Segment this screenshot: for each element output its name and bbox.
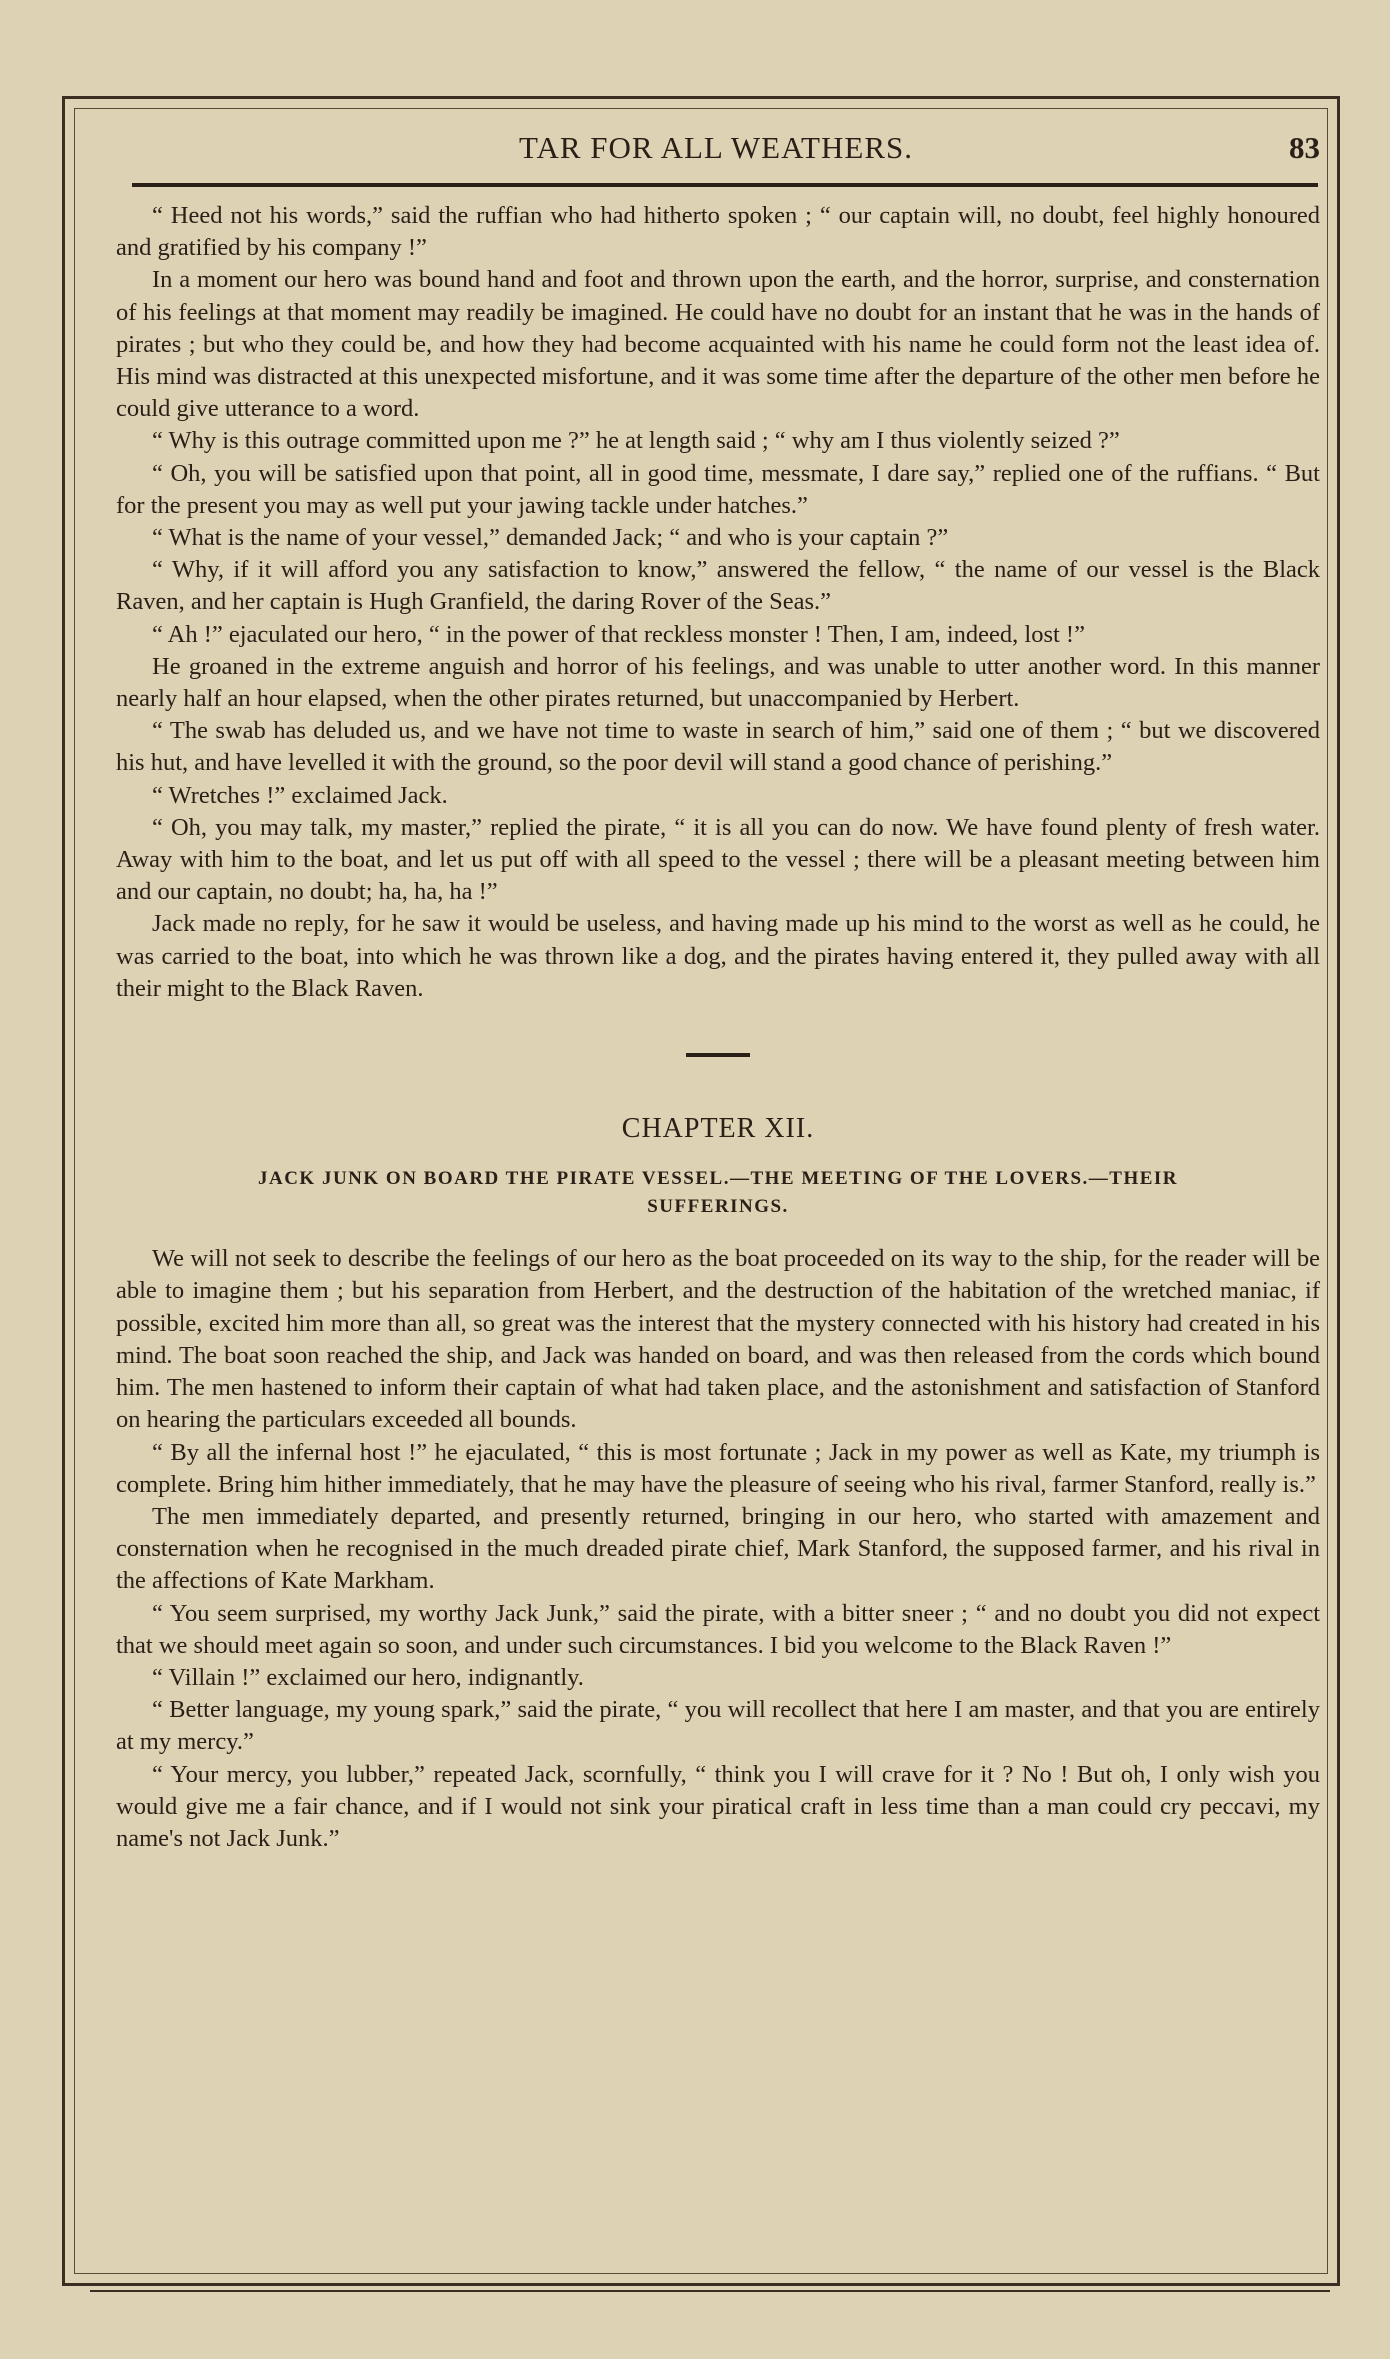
paragraph: In a moment our hero was bound hand and foot and thrown upon the earth, and the horror, surprise, and consternation of his feelings at that moment may readily be imagined. He could have no doubt for an instant that he was in the hands of pirates ; but who they could be, and how they had become acquainted with his name he could form not the least idea of. His mind was distracted at this unexpected misfortune, and it was some time after the departure of the other men before he could give utterance to a word. [116,266,1320,423]
paragraph: “ Why is this outrage committed upon me ?” he at length said ; “ why am I thus violently seized ?” [152,427,1120,455]
paragraph: “ You seem surprised, my worthy Jack Junk,” said the pirate, with a bitter sneer ; “ and no doubt you did not expect that we should meet again so soon, and under such circumstances. I bid you welcome to the Black Raven !” [116,1599,1320,1659]
page-header [112,126,1320,176]
header-rule [132,183,1318,187]
paragraph: He groaned in the extreme anguish and horror of his feelings, and was unable to utter another word. In this manner nearly half an hour elapsed, when the other pirates returned, but unaccompanied by Herbert. [116,652,1320,713]
paragraph: “ Villain !” exclaimed our hero, indignantly. [152,1663,584,1691]
paragraph: “ Why, if it will afford you any satisfaction to know,” answered the fellow, “ the name of our vessel is the Black Raven, and her captain is Hugh Granfield, the daring Rover of the Seas.” [116,556,1320,616]
page-number: 83 [1289,130,1320,165]
paragraph: “ By all the infernal host !” he ejaculated, “ this is most fortunate ; Jack in my power as well as Kate, my triumph is complete. Bring him hither immediately, that he may have the pleasure of seeing who his rival, farmer Stanford, really is.” [116,1438,1320,1498]
chapter-summary-line: JACK JUNK ON BOARD THE PIRATE VESSEL.—THE MEETING OF THE LOVERS.—THEIR [257,1168,1179,1190]
paragraph: “ Oh, you may talk, my master,” replied the pirate, “ it is all you can do now. We have found plenty of fresh water. Away with him to the boat, and let us put off with all speed to the vessel ; there will be a pleasant meeting between him and our captain, no doubt; ha, ha, ha !” [116,813,1320,906]
page-content [116,200,1320,1855]
paragraph: “ Wretches !” exclaimed Jack. [152,781,448,809]
paragraph: The men immediately departed, and presently returned, bringing in our hero, who started with amazement and consternation when he recognised in the much dreaded pirate chief, Mark Stanford, the supposed farmer, and his rival in the affections of Kate Markham. [116,1502,1320,1595]
paragraph: “ Your mercy, you lubber,” repeated Jack, scornfully, “ think you I will crave for it ? No ! But oh, I only wish you would give me a fair chance, and if I would not sink your piratical craft in less time than a man could cry peccavi, my name's not Jack Junk.” [116,1760,1320,1852]
paragraph: Jack made no reply, for he saw it would be useless, and having made up his mind to the worst as well as he could, he was carried to the boat, into which he was thrown like a dog, and the pirates having entered it, they pulled away with all their might to the Black Raven. [116,910,1320,1002]
running-title: TAR FOR ALL WEATHERS. [519,130,913,165]
paragraph: “ Oh, you will be satisfied upon that point, all in good time, messmate, I dare say,” replied one of the ruffians. “ But for the present you may as well put your jawing tackle under hatches.” [116,459,1320,519]
paragraph: “ Better language, my young spark,” said the pirate, “ you will recollect that here I am master, and that you are entirely at my mercy.” [116,1696,1320,1756]
bottom-rule [90,2290,1330,2292]
chapter-summary [116,1165,1320,1221]
paragraph: “ The swab has deluded us, and we have not time to waste in search of him,” said one of them ; “ but we discovered his hut, and have levelled it with the ground, so the poor devil will stand a good chance of perishing.” [116,717,1320,777]
section-break-rule [686,1053,750,1057]
paragraph: “ Heed not his words,” said the ruffian who had hitherto spoken ; “ our captain will, no doubt, feel highly honoured and gratified by his company !” [116,202,1320,262]
paragraph: “ Ah !” ejaculated our hero, “ in the power of that reckless monster ! Then, I am, indeed, lost !” [152,620,1085,648]
chapter-title: CHAPTER XII. [621,1113,815,1145]
chapter-summary-line: SUFFERINGS. [647,1196,789,1218]
paragraph: We will not seek to describe the feelings of our hero as the boat proceeded on its way to the ship, for the reader will be able to imagine them ; but his separation from Herbert, and the destruction of the habitation of the wretched maniac, if possible, excited him more than all, so great was the interest that the mystery connected with his history had created in his mind. The boat soon reached the ship, and Jack was handed on board, and was then released from the cords which bound him. The men hastened to inform their captain of what had taken place, and the astonishment and satisfaction of Stanford on hearing the particulars exceeded all bounds. [116,1245,1320,1434]
paragraph: “ What is the name of your vessel,” demanded Jack; “ and who is your captain ?” [152,524,949,552]
